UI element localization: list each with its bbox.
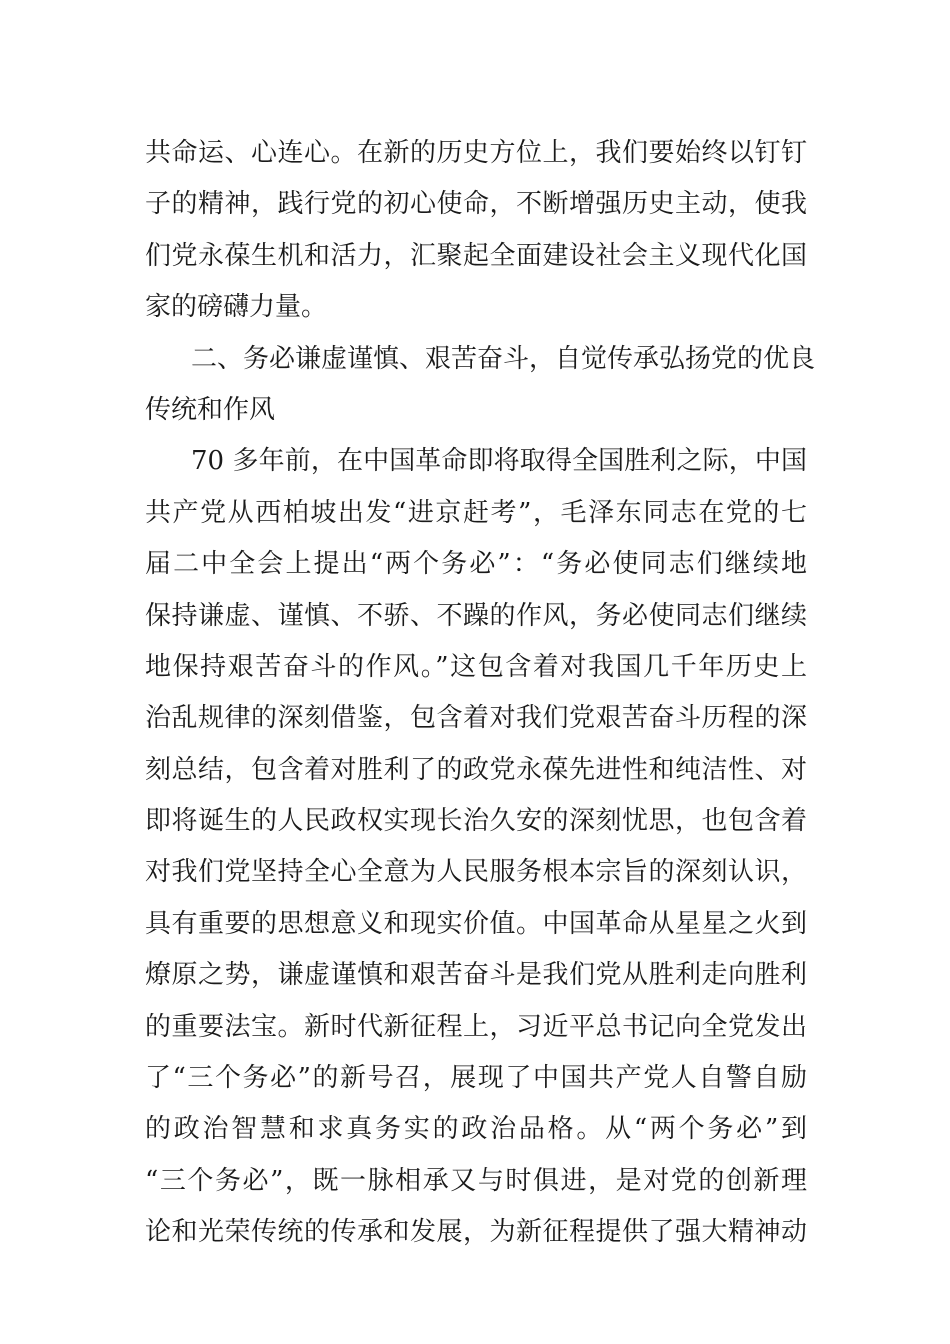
paragraph-line: 们党永葆生机和活力，汇聚起全面建设社会主义现代化国 [145,240,807,271]
paragraph-line: 具有重要的思想意义和现实价值。中国革命从星星之火到 [145,908,807,939]
paragraph-line: 子的精神，践行党的初心使命，不断增强历史主动，使我 [145,189,807,220]
document-body [145,128,816,1259]
paragraph-line: 燎原之势，谦虚谨慎和艰苦奋斗是我们党从胜利走向胜利 [145,960,807,991]
paragraph-line: 家的磅礴力量。 [145,292,328,323]
paragraph-line: 论和光荣传统的传承和发展，为新征程提供了强大精神动 [145,1217,807,1248]
paragraph-line: 了“三个务必”的新号召，展现了中国共产党人自警自励 [145,1063,807,1094]
paragraph-line: 的政治智慧和求真务实的政治品格。从“两个务必”到 [145,1114,807,1145]
paragraph-line: 共产党从西柏坡出发“进京赶考”，毛泽东同志在党的七 [145,497,807,528]
paragraph-line: 共命运、心连心。在新的历史方位上，我们要始终以钉钉 [145,138,807,168]
paragraph-line: 届二中全会上提出“两个务必”：“务必使同志们继续地 [145,549,807,580]
paragraph-line: 刻总结，包含着对胜利了的政党永葆先进性和纯洁性、对 [145,754,807,785]
paragraph-line: 70 多年前，在中国革命即将取得全国胜利之际，中国 [191,446,807,477]
paragraph-line: 保持谦虚、谨慎、不骄、不躁的作风，务必使同志们继续 [145,600,807,631]
paragraph-line: 地保持艰苦奋斗的作风。”这包含着对我国几千年历史上 [145,651,807,682]
paragraph-line: 的重要法宝。新时代新征程上，习近平总书记向全党发出 [145,1011,807,1042]
paragraph-line: 治乱规律的深刻借鉴，包含着对我们党艰苦奋斗历程的深 [145,703,807,734]
section-heading-line: 二、务必谦虚谨慎、艰苦奋斗，自觉传承弘扬党的优良 [191,343,816,374]
paragraph-line: “三个务必”，既一脉相承又与时俱进，是对党的创新理 [145,1165,807,1196]
section-heading-line: 传统和作风 [145,394,276,425]
paragraph-line: 即将诞生的人民政权实现长治久安的深刻忧思，也包含着 [145,806,807,837]
paragraph-line: 对我们党坚持全心全意为人民服务根本宗旨的深刻认识， [145,857,807,888]
